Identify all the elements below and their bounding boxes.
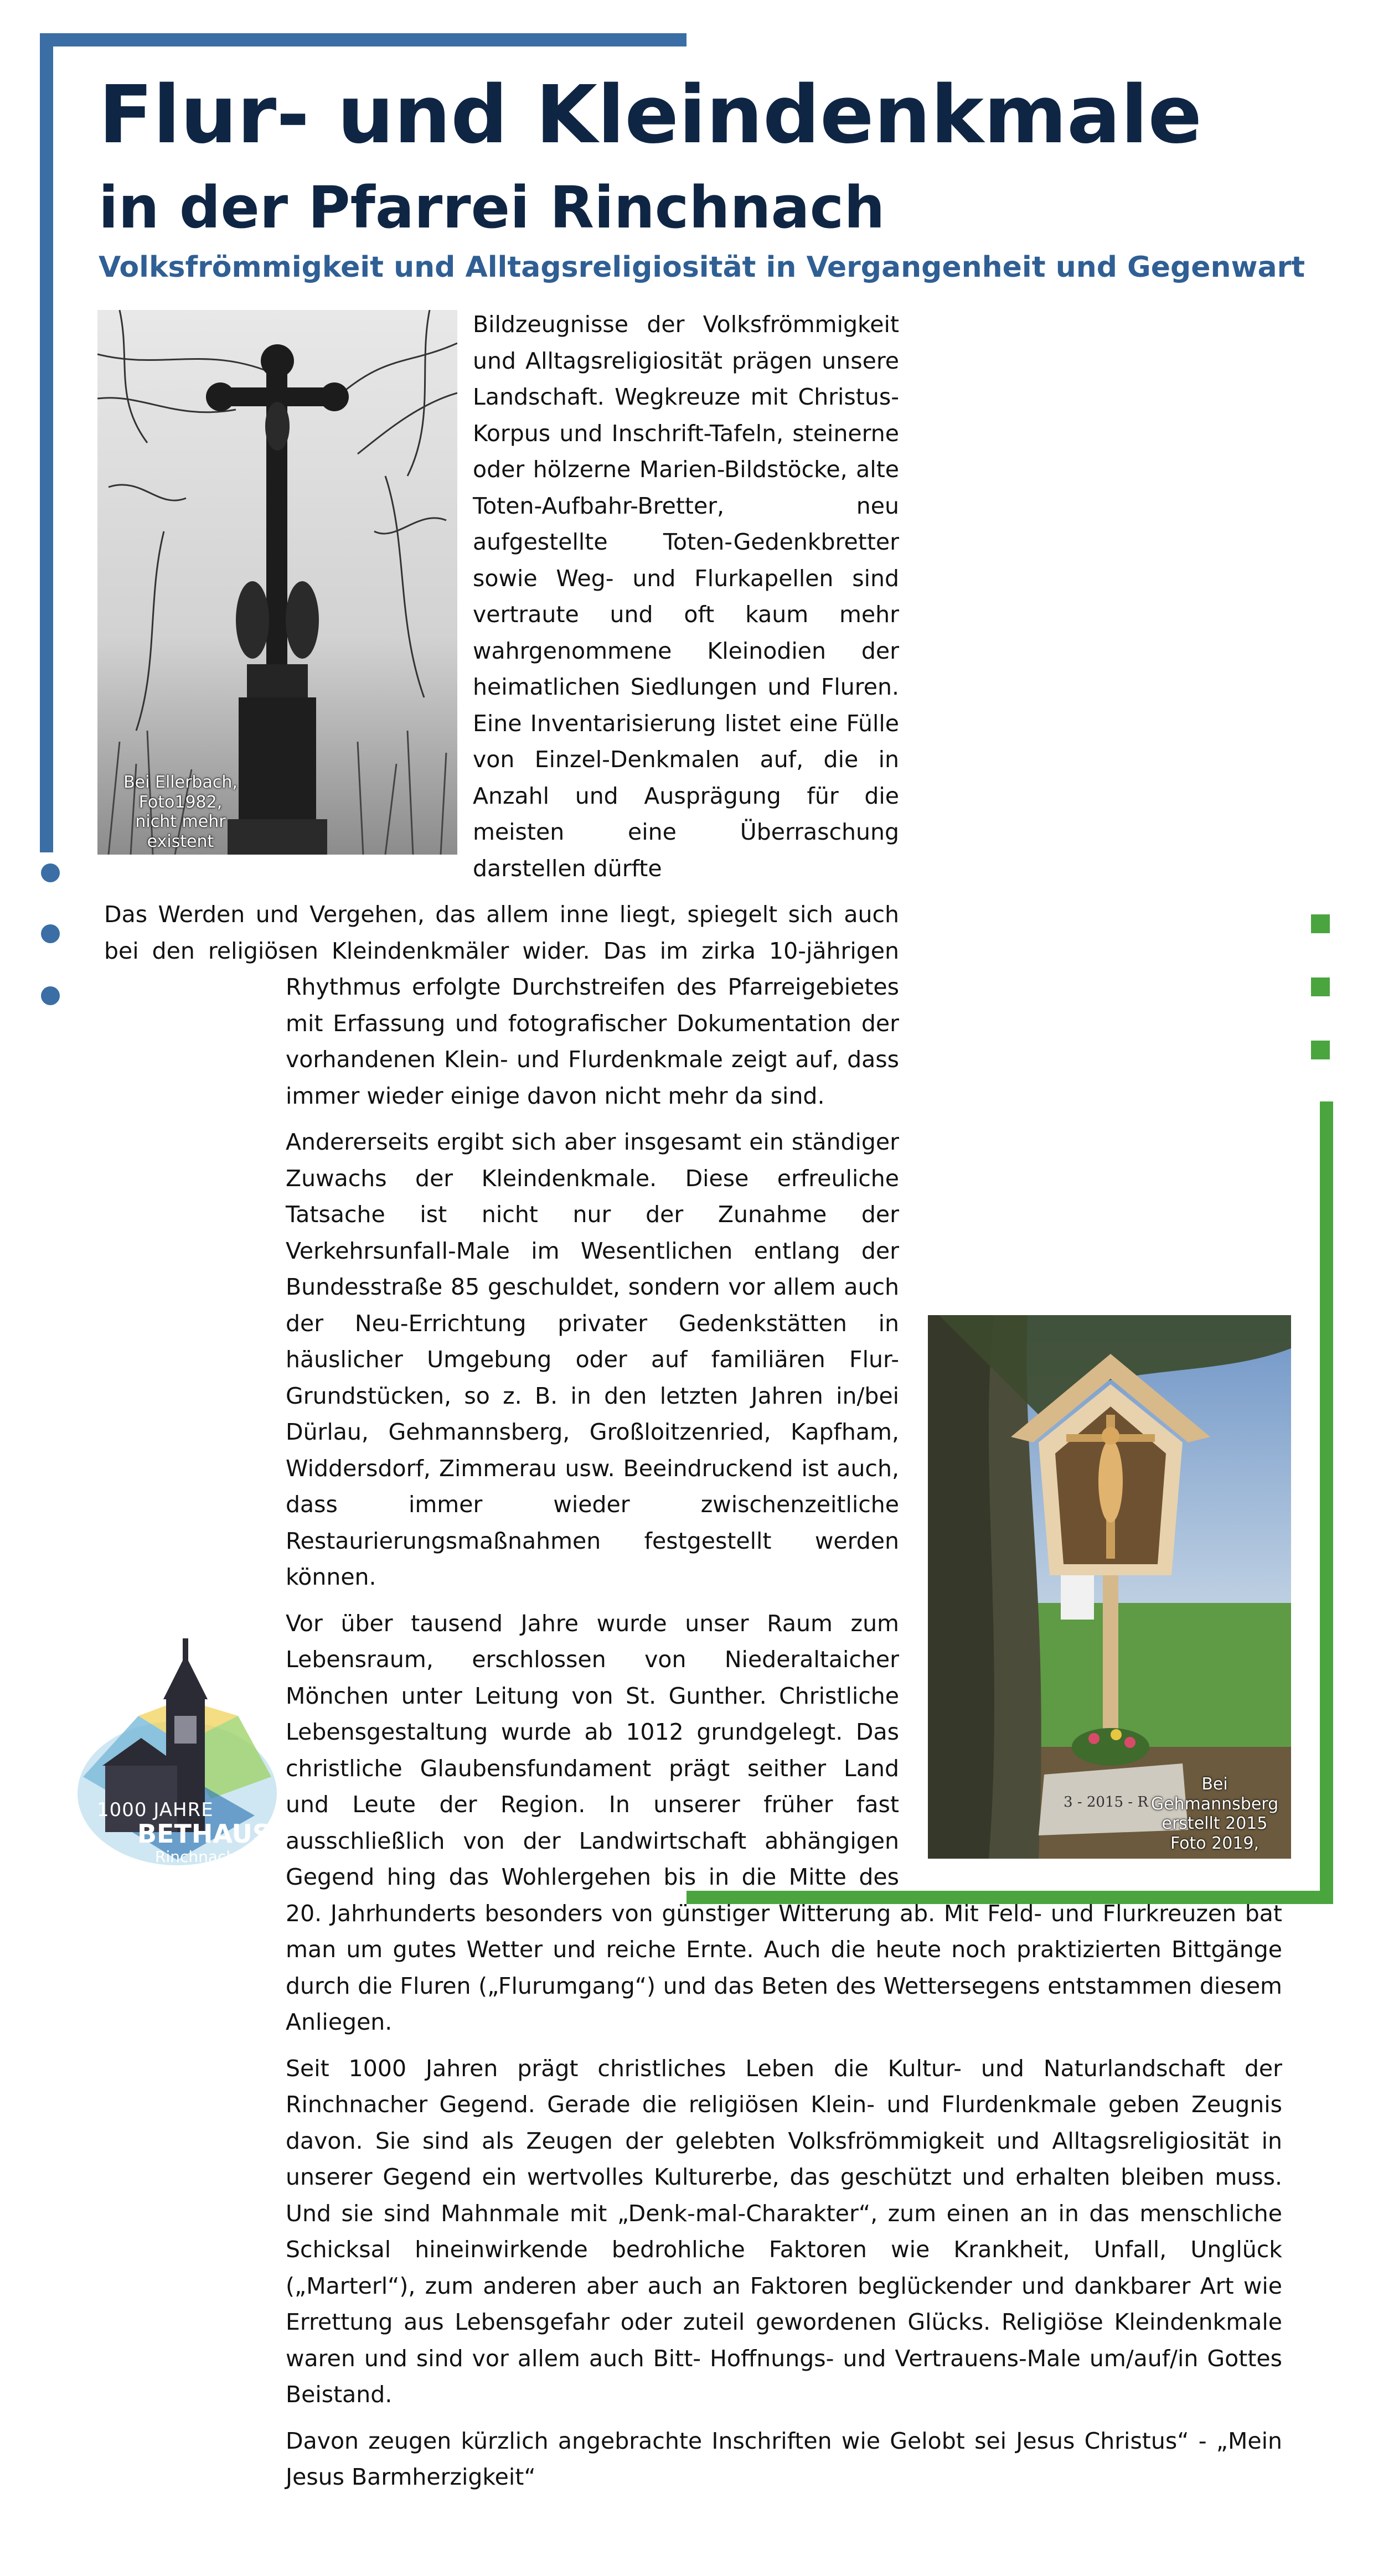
paragraph-zuwachs: Andererseits ergibt sich aber insgesamt ein ständiger Zuwachs der Kleindenkmale. Diese erfreuliche Tatsache ist nicht nur der Zunahme der Verkehrsunfall-Male im Wesentlichen entlang der Bundesstraße 85 geschuldet, sondern vor allem auch der Neu-Errichtung privater Gedenkstätten in häuslicher Umgebung oder auf familiären Flur-Grundstücken, so z. B. in den letzten Jahren in/bei Dürlau, Gehmannsberg, Großloitzenried, Kapfham, Widdersdorf, Zimmerau usw. Beeindruckend ist auch, dass immer wieder zwischenzeitliche Restaurierungsmaßnahmen festgestellt werden können.	[286, 1129, 899, 1590]
decor-square	[1311, 914, 1330, 933]
page-tagline: Volksfrömmigkeit und Alltagsreligiosität in Vergangenheit und Gegenwart	[99, 251, 1305, 284]
decor-dot	[41, 863, 60, 882]
float-spacer-top	[899, 307, 1282, 987]
decor-dot	[41, 924, 60, 943]
paragraph-1000-years: Seit 1000 Jahren prägt christliches Leben die Kultur- und Naturlandschaft der Rinchnacher Gegend. Gerade die religiösen Klein- und Flurdenkmale geben Zeugnis davon. Sie sind als Zeugen der gelebten Volksfrömmigkeit und Alltagsreligiosität in unserer Gegend ein wertvolles Kulturerbe, das geschützt und erhalten bleiben muss. Und sie sind Mahnmale mit „Denk-mal-Charakter“, zum einen an in das menschliche Schicksal hineinwirkende bedrohliche Faktoren wie Krankheit, Unfall, Unglück („Marterl“), zum anderen aber auch an Faktoren beglückender und dankbarer Art wie Errettung aus Lebensgefahr oder zuteil gewordenen Glücks. Religiöse Kleindenkmale waren und sind vor allem auch Bitt- Hoffnungs- und Vertrauens-Male um/auf/in Gottes Beistand.	[286, 2055, 1282, 2408]
page-subtitle: in der Pfarrei Rinchnach	[99, 174, 885, 241]
frame-right-bar	[1320, 1101, 1333, 1904]
frame-left-bar	[40, 33, 53, 852]
paragraph-history: Vor über tausend Jahre wurde unser Raum zum Lebensraum, erschlossen von Niederaltaicher Mönchen unter Leitung von St. Gunther. Christliche Lebensgestaltung wurde ab 1012 grundgelegt. Das christliche Glaubensfundament prägt seither Land und Leute der Region. In unserer früher fast ausschließlich von der Landwirtschaft abhängigen Gegend hing das Wohlergehen bis in die Mitte des 20. Jahrhunderts besonders von günstiger Witterung ab. Mit Feld- und Flurkreuzen bat man um gutes Wetter und reiche Ernte. Auch die heute noch praktizierten Bittgänge durch die Fluren („Flurumgang“) und das Beten des Wettersegens entstammen diesem Anliegen.	[286, 1610, 1282, 2035]
float-spacer-photo1	[104, 307, 464, 851]
paragraph-inscriptions: Davon zeugen kürzlich angebrachte Inschriften wie Gelobt sei Jesus Christus“ - „Mein Jesus Barmherzigkeit“	[286, 2427, 1282, 2490]
logo-line-1000-jahre: 1000 JAHRE	[97, 1799, 214, 1821]
paragraph-intro: Bildzeugnisse der Volksfrömmigkeit und Alltagsreligiosität prägen unsere Landschaft. Wegkreuze mit Christus-Korpus und Inschrift-Tafeln, steinerne oder hölzerne Marien-Bildstöcke, alte Toten-Aufbahr-Bretter, neu aufgestellte Toten-Gedenkbretter sowie Weg- und Flurkapellen sind vertraute und oft kaum mehr wahrgenommene Kleinodien der heimatlichen Siedlungen und Fluren. Eine Inventarisierung listet eine Fülle von Einzel-Denkmalen auf, die in Anzahl und Ausprägung für die meisten eine Überraschung darstellen dürfte	[473, 311, 899, 882]
float-spacer-logo	[104, 2286, 286, 2576]
frame-top-bar	[40, 33, 686, 46]
photo2-caption: Bei Gehmannsberg erstellt 2015 Foto 2019,	[1150, 1775, 1279, 1853]
decor-square	[1311, 1041, 1330, 1059]
bethaus-logo	[72, 1633, 282, 1871]
float-spacer-photo2	[899, 987, 1282, 1894]
decor-square	[1311, 977, 1330, 996]
page-title: Flur- und Kleindenkmale	[99, 68, 1202, 161]
logo-line-bethaus: BETHAUS	[137, 1819, 271, 1849]
photo1-caption: Bei Ellerbach, Foto1982, nicht mehr existent	[123, 773, 238, 851]
shrine-plaque-text: 3 - 2015 - R	[1064, 1794, 1148, 1811]
paragraph-werden-vergehen: Das Werden und Vergehen, das allem inne liegt, spiegelt sich auch bei den religiösen Kleindenkmäler wider. Das im zirka 10-jährigen Rhythmus erfolgte Durchstreifen des Pfarreigebietes mit Erfassung und fotografischer Dokumentation der vorhandenen Klein- und Flurdenkmale zeigt auf, dass immer wieder einige davon nicht mehr da sind.	[104, 901, 899, 1109]
logo-line-rinchnach: Rinchnach	[155, 1848, 236, 1866]
decor-dot	[41, 986, 60, 1005]
